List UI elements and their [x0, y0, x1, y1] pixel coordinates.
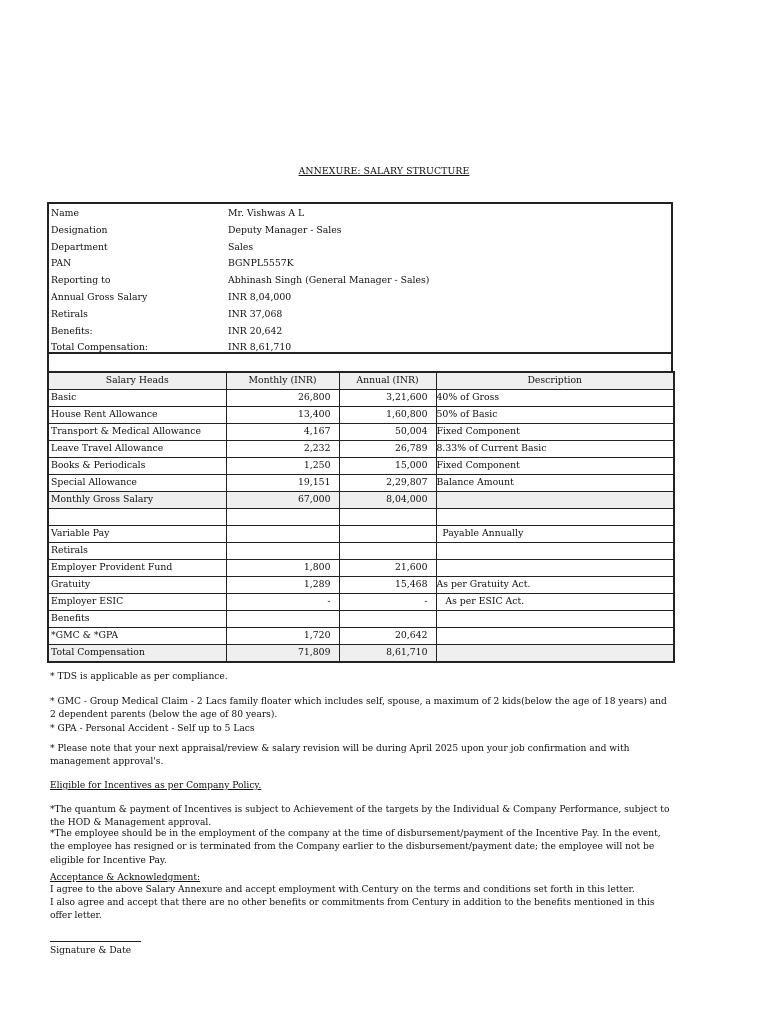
- cell-salary-head: Monthly Gross Salary: [48, 492, 226, 509]
- cell-description: [436, 628, 674, 645]
- acceptance-2: I also agree and accept that there are no other benefits or commitments from Century in addition to the benefits mentioned in this offer letter.: [50, 898, 655, 922]
- table-row: [48, 492, 674, 509]
- header-monthly: Monthly (INR): [226, 372, 339, 390]
- header-salary-heads: Salary Heads: [48, 372, 226, 390]
- cell-description: 8.33% of Current Basic: [436, 441, 674, 458]
- info-row: [49, 272, 671, 289]
- table-row: [48, 611, 674, 628]
- info-value: INR 37,068: [228, 308, 283, 320]
- info-label: PAN: [51, 258, 72, 270]
- cell-description: 50% of Basic: [436, 407, 674, 424]
- table-row: [48, 390, 674, 407]
- table-row: [48, 628, 674, 645]
- table-row: [48, 577, 674, 594]
- cell-salary-head: Employer ESIC: [48, 594, 226, 611]
- signature-label: Signature & Date: [50, 946, 132, 956]
- cell-monthly: [226, 509, 339, 526]
- table-row: [48, 526, 674, 543]
- cell-salary-head: [48, 509, 226, 526]
- cell-description: As per Gratuity Act.: [436, 577, 674, 594]
- cell-monthly: 4,167: [226, 424, 339, 441]
- info-row: [49, 222, 671, 239]
- cell-monthly: 1,800: [226, 560, 339, 577]
- cell-salary-head: Special Allowance: [48, 475, 226, 492]
- cell-salary-head: Gratuity: [48, 577, 226, 594]
- cell-monthly: 13,400: [226, 407, 339, 424]
- page-title: ANNEXURE: SALARY STRUCTURE: [298, 166, 470, 177]
- cell-monthly: 1,289: [226, 577, 339, 594]
- table-row: [48, 509, 674, 526]
- info-label: Retirals: [51, 308, 88, 320]
- info-row: [49, 255, 671, 272]
- info-label: Annual Gross Salary: [51, 292, 148, 303]
- cell-annual: 8,61,710: [339, 645, 436, 663]
- info-row: [49, 205, 671, 222]
- table-header-row: [48, 372, 674, 390]
- cell-monthly: 19,151: [226, 475, 339, 492]
- incentive-heading: Eligible for Incentives as per Company Policy.: [50, 781, 262, 791]
- note-gmc: * GMC - Group Medical Claim - 2 Lacs family floater which includes self, spouse, a maximum of 2 kids(below the age of 18 years) and 2 dependent parents (below the age of 80 years).: [50, 697, 667, 721]
- cell-salary-head: Benefits: [48, 611, 226, 628]
- cell-monthly: [226, 543, 339, 560]
- cell-annual: 15,000: [339, 458, 436, 475]
- info-value: Sales: [228, 241, 254, 253]
- note-tds: * TDS is applicable as per compliance.: [50, 672, 228, 682]
- cell-annual: 26,789: [339, 441, 436, 458]
- cell-annual: [339, 526, 436, 543]
- cell-monthly: [226, 611, 339, 628]
- info-value: INR 8,61,710: [228, 342, 292, 354]
- cell-salary-head: Retirals: [48, 543, 226, 560]
- info-label: Benefits:: [51, 325, 93, 337]
- cell-description: [436, 543, 674, 560]
- info-value: Deputy Manager - Sales: [228, 224, 342, 236]
- cell-annual: 15,468: [339, 577, 436, 594]
- cell-annual: 8,04,000: [339, 492, 436, 509]
- cell-salary-head: Employer Provident Fund: [48, 560, 226, 577]
- cell-annual: -: [339, 594, 436, 611]
- info-value: INR 8,04,000: [228, 292, 292, 303]
- acceptance-1: I agree to the above Salary Annexure and accept employment with Century on the terms and conditions set forth in this letter.: [50, 885, 635, 895]
- table-row: [48, 458, 674, 475]
- note-gpa: * GPA - Personal Accident - Self up to 5 Lacs: [50, 724, 255, 734]
- header-annual: Annual (INR): [339, 372, 436, 390]
- employee-info-box: [47, 202, 673, 354]
- cell-salary-head: Books & Periodicals: [48, 458, 226, 475]
- table-row: [48, 441, 674, 458]
- cell-salary-head: Leave Travel Allowance: [48, 441, 226, 458]
- cell-description: [436, 509, 674, 526]
- cell-description: [436, 560, 674, 577]
- cell-salary-head: Total Compensation: [48, 645, 226, 663]
- cell-salary-head: Variable Pay: [48, 526, 226, 543]
- table-row: [48, 475, 674, 492]
- cell-description: 40% of Gross: [436, 390, 674, 407]
- cell-description: As per ESIC Act.: [436, 594, 674, 611]
- cell-description: Fixed Component: [436, 424, 674, 441]
- cell-salary-head: House Rent Allowance: [48, 407, 226, 424]
- table-row: [48, 407, 674, 424]
- cell-annual: 1,60,800: [339, 407, 436, 424]
- cell-annual: [339, 611, 436, 628]
- acceptance-heading: Acceptance & Acknowledgment:: [50, 873, 201, 883]
- cell-monthly: 67,000: [226, 492, 339, 509]
- cell-salary-head: *GMC & *GPA: [48, 628, 226, 645]
- cell-monthly: 26,800: [226, 390, 339, 407]
- table-row: [48, 424, 674, 441]
- cell-description: [436, 611, 674, 628]
- cell-annual: [339, 509, 436, 526]
- cell-annual: 2,29,807: [339, 475, 436, 492]
- table-row: [48, 645, 674, 663]
- note-incentive-2: *The employee should be in the employment of the company at the time of disbursement/payment of the Incentive Pay. In the event, the employee has resigned or is terminated from the Company earlier to the disbursement/payment date; the employee will not be eligible for Incentive Pay.: [50, 829, 661, 866]
- cell-monthly: 71,809: [226, 645, 339, 663]
- info-label: Reporting to: [51, 275, 111, 287]
- cell-monthly: -: [226, 594, 339, 611]
- table-row: [48, 594, 674, 611]
- info-row: [49, 289, 671, 306]
- header-description: Description: [436, 372, 674, 390]
- cell-monthly: 1,720: [226, 628, 339, 645]
- cell-monthly: 1,250: [226, 458, 339, 475]
- info-label: Total Compensation:: [51, 342, 148, 354]
- cell-monthly: [226, 526, 339, 543]
- cell-description: Fixed Component: [436, 458, 674, 475]
- info-row: [49, 306, 671, 323]
- info-value: Mr. Vishwas A L: [228, 208, 305, 219]
- cell-monthly: 2,232: [226, 441, 339, 458]
- cell-annual: 50,004: [339, 424, 436, 441]
- spacer-row: [47, 354, 673, 371]
- note-appraisal: * Please note that your next appraisal/review & salary revision will be during April 2025 upon your job confirmation and with management approval's.: [50, 744, 630, 768]
- info-value: INR 20,642: [228, 325, 283, 337]
- cell-salary-head: Basic: [48, 390, 226, 407]
- info-row: [49, 239, 671, 256]
- info-label: Name: [51, 208, 79, 219]
- cell-description: Payable Annually: [436, 526, 674, 543]
- table-row: [48, 560, 674, 577]
- cell-salary-head: Transport & Medical Allowance: [48, 424, 226, 441]
- info-label: Department: [51, 241, 108, 253]
- table-row: [48, 543, 674, 560]
- signature-line: [50, 941, 141, 942]
- salary-table: [47, 371, 675, 663]
- note-incentive-1: *The quantum & payment of Incentives is subject to Achievement of the targets by the Individual & Company Performance, subject to the HOD & Management approval.: [50, 805, 670, 829]
- cell-description: Balance Amount: [436, 475, 674, 492]
- cell-description: [436, 492, 674, 509]
- info-row: [49, 323, 671, 340]
- info-value: BGNPL5557K: [228, 258, 294, 270]
- cell-annual: 3,21,600: [339, 390, 436, 407]
- cell-description: [436, 645, 674, 663]
- info-label: Designation: [51, 224, 108, 236]
- cell-annual: 21,600: [339, 560, 436, 577]
- cell-annual: 20,642: [339, 628, 436, 645]
- cell-annual: [339, 543, 436, 560]
- info-value: Abhinash Singh (General Manager - Sales): [228, 275, 430, 287]
